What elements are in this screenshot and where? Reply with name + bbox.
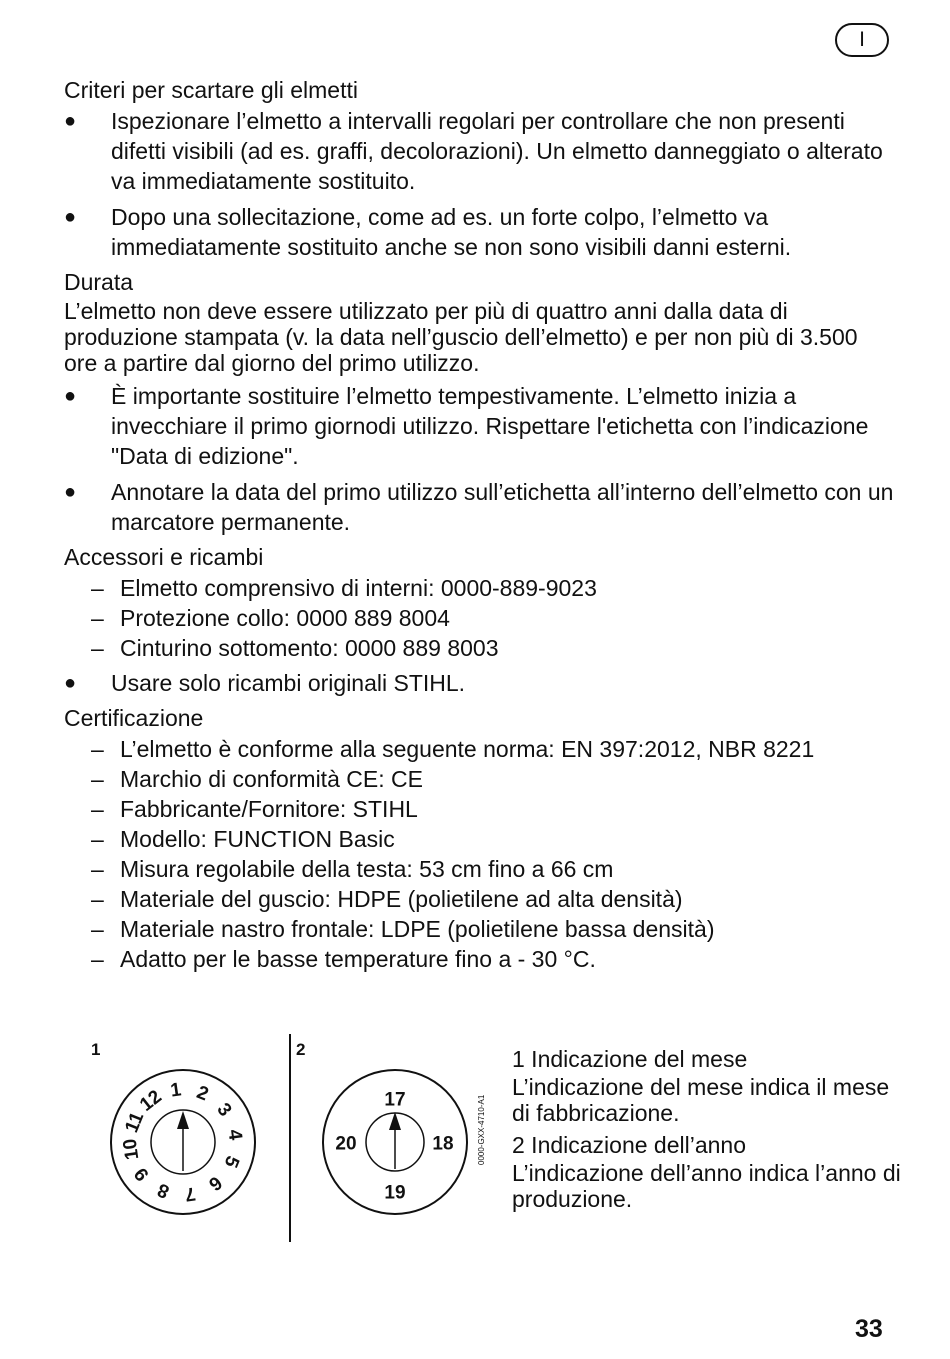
list-item: – Modello: FUNCTION Basic	[64, 824, 894, 854]
month-label: 10	[119, 1137, 144, 1162]
image-code: 0000-GXX-4710-A1	[477, 1094, 486, 1165]
list-item: – Materiale del guscio: HDPE (polietilene ad alta densità)	[64, 884, 894, 914]
list-item: – Protezione collo: 0000 889 8004	[64, 603, 894, 633]
year-label-right: 18	[432, 1133, 454, 1155]
list-item: – Marchio di conformità CE: CE	[64, 764, 894, 794]
list-item: – Fabbricante/Fornitore: STIHL	[64, 794, 894, 824]
list-item: ● Usare solo ricambi originali STIHL.	[64, 668, 894, 698]
month-label: 7	[183, 1182, 197, 1205]
month-label: 3	[212, 1099, 236, 1121]
month-label: 12	[136, 1086, 166, 1116]
year-label-top: 17	[384, 1089, 406, 1111]
month-label: 4	[223, 1128, 246, 1142]
list-item: ● È importante sostituire l’elmetto tempestivamente. L’elmetto inizia a invecchiare il primo giornodi utilizzo. Rispettare l'etichetta con l’indicazione "Data di edizione".	[64, 381, 894, 471]
discard-bullets	[64, 106, 894, 262]
section-title-certification: Certificazione	[64, 705, 204, 731]
month-label: 1	[169, 1079, 183, 1102]
section-title-discard: Criteri per scartare gli elmetti	[64, 77, 358, 103]
section-title-accessories: Accessori e ricambi	[64, 544, 264, 570]
accessories-list	[64, 573, 894, 663]
list-item: ● Ispezionare l’elmetto a intervalli regolari per controllare che non presenti difetti visibili (ad es. graffi, decolorazioni). Un elmetto danneggiato o alterato va immediatamente sostituito.	[64, 106, 894, 196]
section-title-duration: Durata	[64, 269, 134, 295]
date-indicator-figure	[64, 1030, 924, 1250]
figure-divider	[289, 1034, 291, 1242]
legend-year-text: L’indicazione dell’anno indica l’anno di produzione.	[512, 1160, 901, 1212]
duration-text: L’elmetto non deve essere utilizzato per più di quattro anni dalla data di produzione stampata (v. la data nell’guscio dell’elmetto) e per non più di 3.500 ore a partire dal giorno del primo utilizzo.	[64, 298, 858, 376]
list-item: ● Annotare la data del primo utilizzo sull’etichetta all’interno dell’elmetto con un marcatore permanente.	[64, 477, 894, 537]
month-label: 2	[193, 1082, 212, 1106]
list-item: – L’elmetto è conforme alla seguente norma: EN 397:2012, NBR 8221	[64, 734, 894, 764]
certification-list	[64, 734, 894, 974]
list-item: ● Dopo una sollecitazione, come ad es. un forte colpo, l’elmetto va immediatamente sostituito anche se non sono visibili danni esterni.	[64, 202, 894, 262]
figure-legend	[512, 1044, 912, 1216]
month-label: 9	[130, 1163, 154, 1185]
list-item: – Elmetto comprensivo di interni: 0000-889-9023	[64, 573, 894, 603]
month-label: 5	[219, 1152, 243, 1171]
page-content	[64, 76, 894, 979]
year-label-bottom: 19	[384, 1182, 406, 1204]
list-item: – Adatto per le basse temperature fino a - 30 °C.	[64, 944, 894, 974]
page-number: 33	[855, 1315, 883, 1343]
month-label: 6	[204, 1171, 226, 1195]
month-label: 8	[154, 1178, 173, 1202]
accessories-bullets	[64, 668, 894, 698]
figure-label-2: 2	[296, 1040, 306, 1059]
duration-bullets	[64, 381, 894, 537]
legend-month-title: 1 Indicazione del mese	[512, 1046, 748, 1072]
legend-month-text: L’indicazione del mese indica il mese di fabbricazione.	[512, 1074, 890, 1126]
year-dial	[320, 1067, 470, 1217]
legend-year-title: 2 Indicazione dell’anno	[512, 1132, 747, 1158]
list-item: – Misura regolabile della testa: 53 cm fino a 66 cm	[64, 854, 894, 884]
list-item: – Cinturino sottomento: 0000 889 8003	[64, 633, 894, 663]
month-label: 11	[121, 1109, 149, 1136]
language-badge: I	[835, 23, 889, 57]
month-dial	[108, 1067, 258, 1217]
year-label-left: 20	[335, 1133, 357, 1155]
figure-label-1: 1	[91, 1040, 101, 1059]
list-item: – Materiale nastro frontale: LDPE (polietilene bassa densità)	[64, 914, 894, 944]
